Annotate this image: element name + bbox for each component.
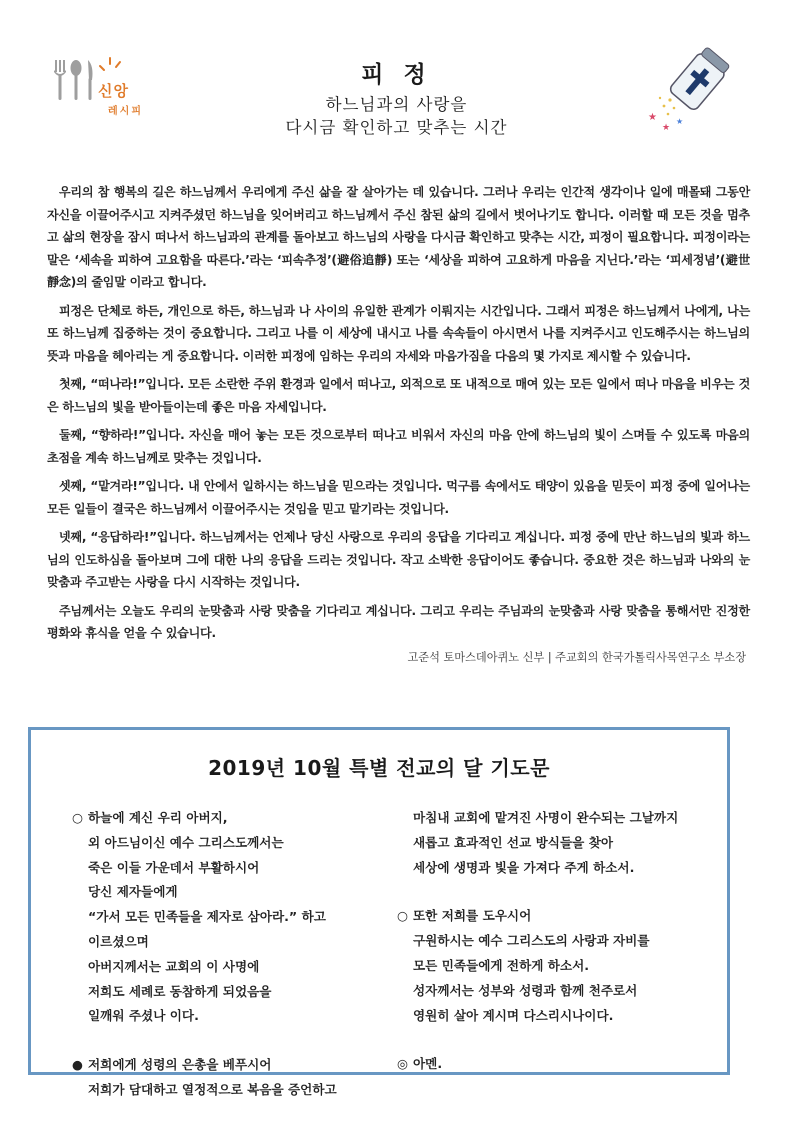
prayer-line: “가서 모든 민족들을 제자로 삼아라.” 하고 (88, 909, 326, 925)
prayer-line: 성자께서는 성부와 성령과 함께 천주로서 (413, 982, 638, 998)
circle-bullet-icon: ○ (72, 810, 83, 825)
prayer-box (28, 727, 730, 1097)
prayer-column-left (72, 806, 372, 1127)
prayer-title: 2019년 10월 특별 전교의 달 기도문 (208, 756, 550, 780)
prayer-line: 새롭고 효과적인 선교 방식들을 찾아 (413, 834, 614, 850)
prayer-stanza (397, 904, 717, 1028)
page-subtitle-line1: 하느님과의 사랑을 (325, 95, 468, 114)
prayer-stanza (72, 806, 372, 1029)
prayer-stanza (72, 1053, 372, 1103)
article-paragraph: 피정은 단체로 하든, 개인으로 하든, 하느님과 나 사이의 유일한 관계가 이뤄지는 시간입니다. 그래서 피정은 하느님께서 나에게, 나는 또 하느님께 집중하는 것이 중요합니다. 그리고 나를 이 세상에 내시고 나를 속속들이 아시면서 나를 지켜주시고 인도해주시는 하느님의 뜻과 마음을 헤아리는 게 중요합니다. 이러한 피정에 임하는 우리의 자세와 마음가짐을 다음의 몇 가지로 제시할 수 있습니다. (47, 303, 750, 363)
prayer-column-right (397, 806, 717, 1101)
prayer-line: 아버지께서는 교회의 이 사명에 (88, 958, 260, 974)
svg-text:★: ★ (648, 112, 657, 123)
prayer-line: 이르셨으며 (88, 933, 149, 949)
prayer-line: 저희에게 성령의 은총을 베푸시어 (88, 1057, 272, 1073)
double-circle-bullet-icon: ◎ (397, 1056, 408, 1072)
prayer-line: 저희가 담대하고 열정적으로 복음을 증언하고 (88, 1081, 337, 1097)
prayer-line: 일깨워 주셨나 이다. (88, 1008, 199, 1024)
article-paragraph: 주님께서는 오늘도 우리의 눈맞춤과 사랑 맞춤을 기다리고 계십니다. 그리고 우리는 주님과의 눈맞춤과 사랑 맞춤을 통해서만 진정한 평화와 휴식을 얻을 수 있습니다. (47, 603, 750, 640)
logo-text-main: 신앙 (98, 82, 129, 100)
prayer-line: 또한 저희를 도우시어 (413, 908, 532, 924)
prayer-stanza (397, 1052, 717, 1077)
article-paragraph: 둘째, “향하라!”입니다. 자신을 매어 놓는 모든 것으로부터 떠나고 비워서 자신의 마음 안에 하느님의 빛이 스며들 수 있도록 마음의 초점을 계속 하느님께로 맞추는 것입니다. (47, 428, 750, 465)
article-paragraph: 첫째, “떠나라!”입니다. 모든 소란한 주위 환경과 일에서 떠나고, 외적으로 또 내적으로 매여 있는 모든 일에서 떠나 마음을 비우는 것은 하느님의 빛을 받아들이는데 좋은 마음 자세입니다. (47, 377, 750, 414)
prayer-line: 세상에 생명과 빛을 가져다 주게 하소서. (413, 859, 635, 875)
filled-circle-bullet-icon: ● (72, 1057, 83, 1073)
salt-shaker-cross-icon (640, 40, 740, 140)
prayer-line: 저희도 세례로 동참하게 되었음을 (88, 983, 272, 999)
prayer-stanza (397, 806, 717, 880)
author-signature: 고준석 토마스데아퀴노 신부 | 주교회의 한국가톨릭사목연구소 부소장 (407, 651, 746, 664)
prayer-line: 죽은 이들 가운데서 부활하시어 (88, 859, 260, 875)
prayer-line: 당신 제자들에게 (88, 884, 178, 900)
prayer-line: 아멘. (413, 1056, 443, 1072)
logo-text-sub: 레시피 (108, 106, 143, 117)
prayer-line: 마침내 교회에 맡겨진 사명이 완수되는 그날까지 (413, 810, 679, 825)
svg-text:★: ★ (662, 123, 671, 133)
article-paragraph: 우리의 참 행복의 길은 하느님께서 우리에게 주신 삶을 잘 살아가는 데 있습니다. 그러나 우리는 인간적 생각이나 일에 매몰돼 그동안 자신을 이끌어주시고 지켜주셨던 하느님을 잊어버리고 하느님께서 주신 참된 삶의 길에서 벗어나기도 합니다. 이러할 때 모든 것을 멈추고 삶의 현장을 잠시 떠나서 하느님과의 관계를 돌아보고 하느님의 사랑을 다시금 확인하고 맞추는 시간, 피정이 필요합니다. 피정이라는 말은 ‘세속을 피하여 고요함을 따른다.’라는 ‘피속추정’(避俗追靜) 또는 ‘세상을 피하여 고요하게 마음을 지닌다.’라는 ‘피세정념’(避世靜念)의 줄임말 이라고 합니다. (47, 185, 750, 289)
prayer-line: 하늘에 계신 우리 아버지, (88, 810, 228, 825)
circle-bullet-icon: ○ (397, 908, 408, 924)
salt-shaker-illustration (640, 40, 740, 140)
article-body (47, 181, 750, 651)
article-paragraph: 넷째, “응답하라!”입니다. 하느님께서는 언제나 당신 사랑으로 우리의 응답을 기다리고 계십니다. 피정 중에 만난 하느님의 빛과 하느님의 인도하심을 돌아보며 그에 대한 나의 응답을 드리는 것입니다. 작고 소박한 응답이어도 좋습니다. 중요한 것은 하느님과 나와의 눈맞춤과 주고받는 사랑을 다시 시작하는 것입니다. (47, 530, 750, 589)
prayer-line: 영원히 살아 계시며 다스리시나이다. (413, 1007, 614, 1023)
prayer-line: 구원하시는 예수 그리스도의 사랑과 자비를 (413, 933, 650, 949)
page-subtitle-line2: 다시금 확인하고 맞추는 시간 (285, 118, 508, 137)
svg-text:★: ★ (676, 117, 684, 126)
prayer-line: 외 아드님이신 예수 그리스도께서는 (88, 834, 284, 850)
prayer-line: 모든 민족들에게 전하게 하소서. (413, 957, 590, 973)
article-paragraph: 셋째, “맡겨라!”입니다. 내 안에서 일하시는 하느님을 믿으라는 것입니다. 먹구름 속에서도 태양이 있음을 믿듯이 피정 중에 일어나는 모든 일들이 결국은 하느님께서 이끌어주시는 것임을 믿고 맡기라는 것입니다. (47, 479, 750, 516)
page-title: 피 정 (361, 62, 432, 88)
